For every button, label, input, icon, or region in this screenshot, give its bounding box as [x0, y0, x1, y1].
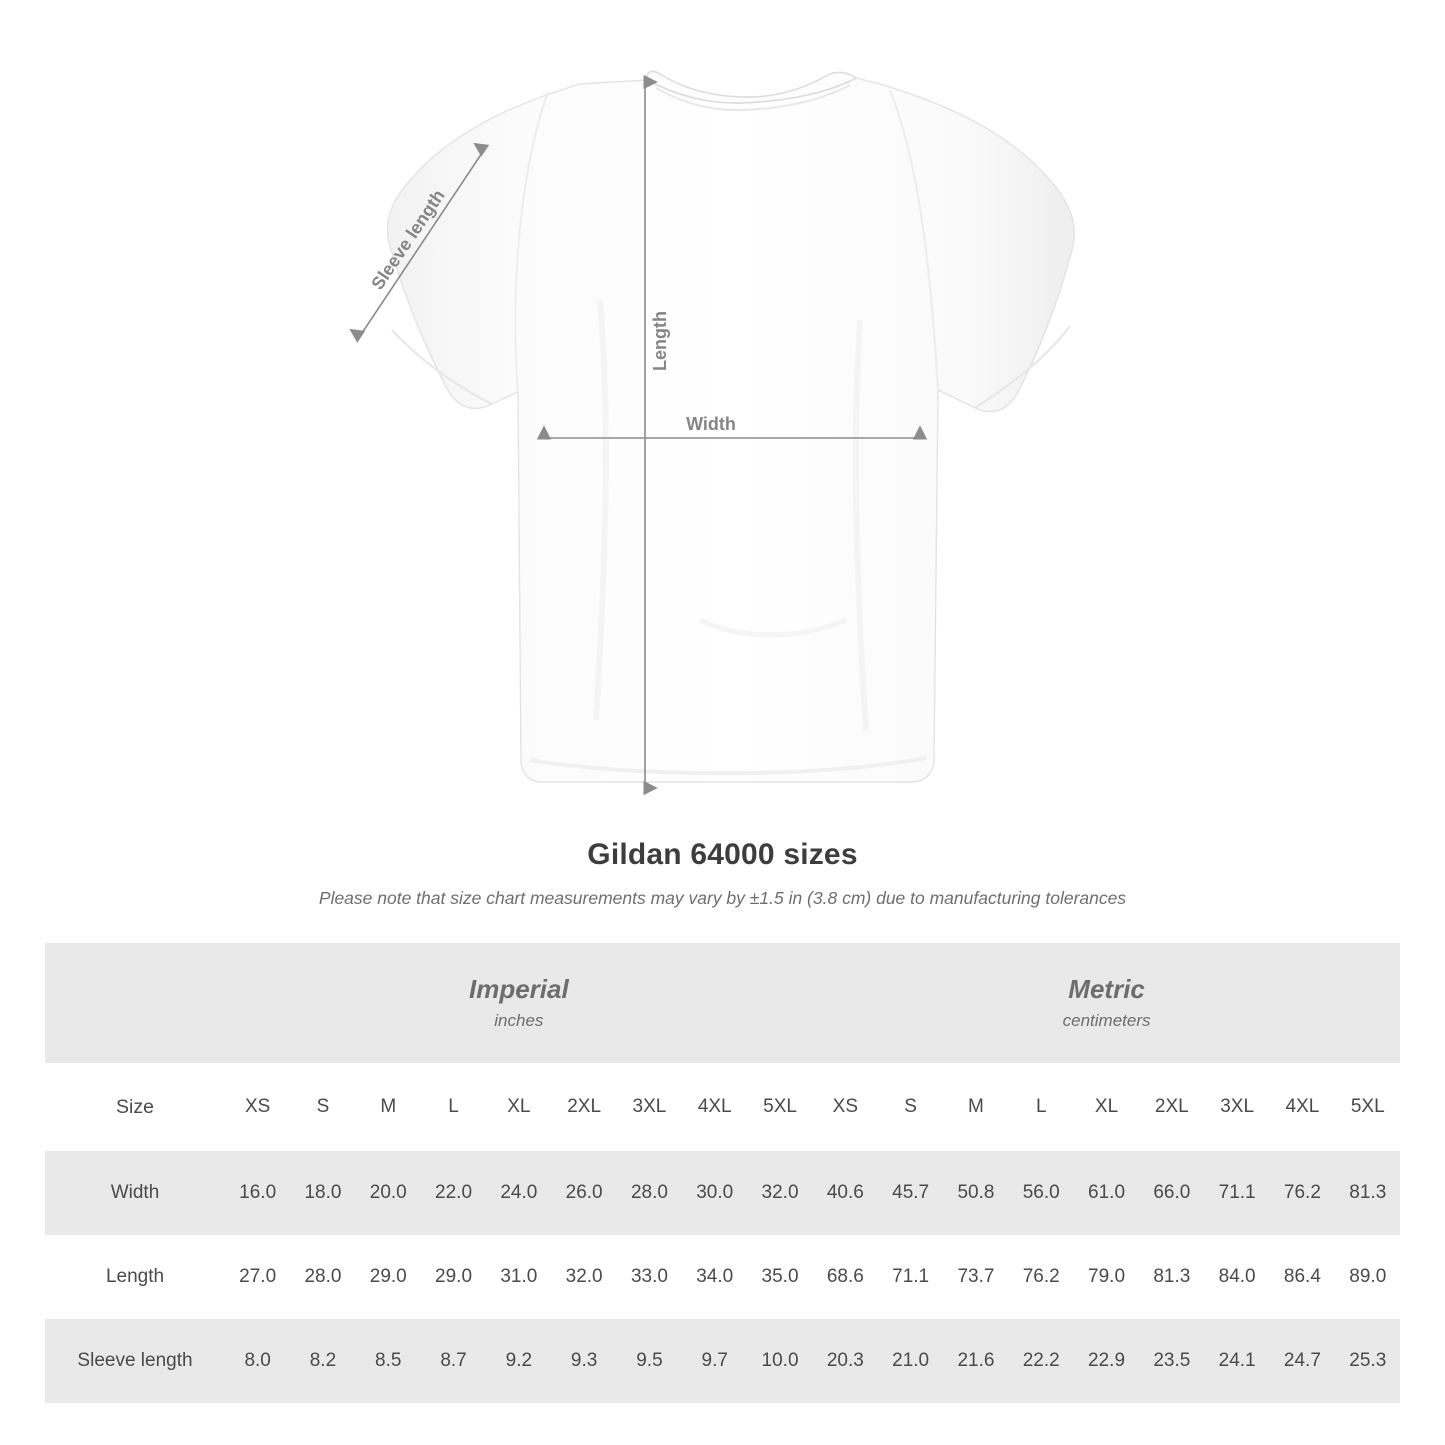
cell-width-metric-3xl: 71.1	[1204, 1151, 1269, 1235]
cell-width-imperial-5xl: 32.0	[747, 1151, 812, 1235]
col-header-imperial-3xl: 3XL	[617, 1063, 682, 1151]
unit-group-imperial-unit: inches	[494, 1011, 544, 1031]
cell-width-metric-4xl: 76.2	[1270, 1151, 1335, 1235]
unit-header-row	[45, 943, 1400, 1063]
cell-sleeve-imperial-xs: 8.0	[225, 1319, 290, 1403]
col-header-metric-xs: XS	[813, 1063, 878, 1151]
cell-width-metric-xl: 61.0	[1074, 1151, 1139, 1235]
cell-sleeve-imperial-xl: 9.2	[486, 1319, 551, 1403]
cell-length-imperial-l: 29.0	[421, 1235, 486, 1319]
unit-group-metric	[813, 943, 1401, 1063]
cell-sleeve-imperial-5xl: 10.0	[747, 1319, 812, 1403]
col-header-metric-s: S	[878, 1063, 943, 1151]
cell-length-metric-3xl: 84.0	[1204, 1235, 1269, 1319]
cell-width-imperial-4xl: 30.0	[682, 1151, 747, 1235]
cell-width-metric-l: 56.0	[1009, 1151, 1074, 1235]
cell-length-metric-4xl: 86.4	[1270, 1235, 1335, 1319]
cell-sleeve-metric-xl: 22.9	[1074, 1319, 1139, 1403]
cell-width-metric-5xl: 81.3	[1335, 1151, 1400, 1235]
cell-width-metric-2xl: 66.0	[1139, 1151, 1204, 1235]
col-header-imperial-m: M	[356, 1063, 421, 1151]
cell-length-metric-xl: 79.0	[1074, 1235, 1139, 1319]
col-header-metric-l: L	[1009, 1063, 1074, 1151]
cell-sleeve-imperial-3xl: 9.5	[617, 1319, 682, 1403]
cell-sleeve-metric-m: 21.6	[943, 1319, 1008, 1403]
size-table	[45, 943, 1400, 1403]
cell-width-imperial-2xl: 26.0	[551, 1151, 616, 1235]
cell-sleeve-metric-5xl: 25.3	[1335, 1319, 1400, 1403]
cell-length-imperial-m: 29.0	[356, 1235, 421, 1319]
col-header-metric-3xl: 3XL	[1204, 1063, 1269, 1151]
length-label: Length	[650, 311, 670, 371]
col-header-metric-2xl: 2XL	[1139, 1063, 1204, 1151]
cell-width-imperial-l: 22.0	[421, 1151, 486, 1235]
table-row	[45, 1151, 1400, 1235]
cell-sleeve-metric-3xl: 24.1	[1204, 1319, 1269, 1403]
cell-length-metric-2xl: 81.3	[1139, 1235, 1204, 1319]
col-header-metric-4xl: 4XL	[1270, 1063, 1335, 1151]
cell-length-imperial-xs: 27.0	[225, 1235, 290, 1319]
cell-width-metric-xs: 40.6	[813, 1151, 878, 1235]
cell-sleeve-imperial-m: 8.5	[356, 1319, 421, 1403]
unit-group-metric-unit: centimeters	[1062, 1011, 1151, 1031]
width-label: Width	[686, 414, 736, 434]
row-label-width: Width	[45, 1151, 225, 1235]
cell-length-metric-s: 71.1	[878, 1235, 943, 1319]
unit-group-metric-title: Metric	[1068, 973, 1145, 1004]
cell-length-imperial-5xl: 35.0	[747, 1235, 812, 1319]
cell-width-metric-m: 50.8	[943, 1151, 1008, 1235]
row-label-length: Length	[45, 1235, 225, 1319]
unit-group-imperial	[225, 943, 813, 1063]
col-header-imperial-s: S	[290, 1063, 355, 1151]
col-header-imperial-l: L	[421, 1063, 486, 1151]
cell-sleeve-imperial-l: 8.7	[421, 1319, 486, 1403]
sleeve-length-label: Sleeve length	[367, 185, 449, 294]
col-header-imperial-5xl: 5XL	[747, 1063, 812, 1151]
measurement-note: Please note that size chart measurements may vary by ±1.5 in (3.8 cm) due to manufacturing tolerances	[318, 888, 1127, 908]
cell-length-metric-5xl: 89.0	[1335, 1235, 1400, 1319]
cell-length-imperial-3xl: 33.0	[617, 1235, 682, 1319]
table-row	[45, 1319, 1400, 1403]
page-title: Gildan 64000 sizes	[587, 838, 858, 871]
col-header-imperial-xl: XL	[486, 1063, 551, 1151]
cell-length-metric-xs: 68.6	[813, 1235, 878, 1319]
cell-length-metric-l: 76.2	[1009, 1235, 1074, 1319]
cell-length-imperial-xl: 31.0	[486, 1235, 551, 1319]
cell-length-imperial-2xl: 32.0	[551, 1235, 616, 1319]
cell-sleeve-metric-2xl: 23.5	[1139, 1319, 1204, 1403]
col-header-imperial-4xl: 4XL	[682, 1063, 747, 1151]
row-label-sleeve-length: Sleeve length	[45, 1319, 225, 1403]
cell-width-imperial-s: 18.0	[290, 1151, 355, 1235]
col-header-imperial-2xl: 2XL	[551, 1063, 616, 1151]
cell-length-imperial-s: 28.0	[290, 1235, 355, 1319]
cell-sleeve-metric-4xl: 24.7	[1270, 1319, 1335, 1403]
table-row	[45, 1235, 1400, 1319]
cell-length-metric-m: 73.7	[943, 1235, 1008, 1319]
col-header-metric-m: M	[943, 1063, 1008, 1151]
cell-sleeve-metric-l: 22.2	[1009, 1319, 1074, 1403]
cell-length-imperial-4xl: 34.0	[682, 1235, 747, 1319]
col-header-metric-5xl: 5XL	[1335, 1063, 1400, 1151]
cell-width-imperial-m: 20.0	[356, 1151, 421, 1235]
cell-sleeve-imperial-s: 8.2	[290, 1319, 355, 1403]
cell-width-metric-s: 45.7	[878, 1151, 943, 1235]
col-header-imperial-xs: XS	[225, 1063, 290, 1151]
cell-sleeve-imperial-2xl: 9.3	[551, 1319, 616, 1403]
unit-header-spacer	[45, 943, 225, 1063]
cell-sleeve-metric-xs: 20.3	[813, 1319, 878, 1403]
size-chart	[0, 943, 1445, 1403]
size-header-label: Size	[45, 1063, 225, 1151]
size-header-row	[45, 1063, 1400, 1151]
cell-width-imperial-3xl: 28.0	[617, 1151, 682, 1235]
cell-width-imperial-xl: 24.0	[486, 1151, 551, 1235]
cell-sleeve-imperial-4xl: 9.7	[682, 1319, 747, 1403]
col-header-metric-xl: XL	[1074, 1063, 1139, 1151]
cell-width-imperial-xs: 16.0	[225, 1151, 290, 1235]
unit-group-imperial-title: Imperial	[468, 973, 569, 1004]
cell-sleeve-metric-s: 21.0	[878, 1319, 943, 1403]
